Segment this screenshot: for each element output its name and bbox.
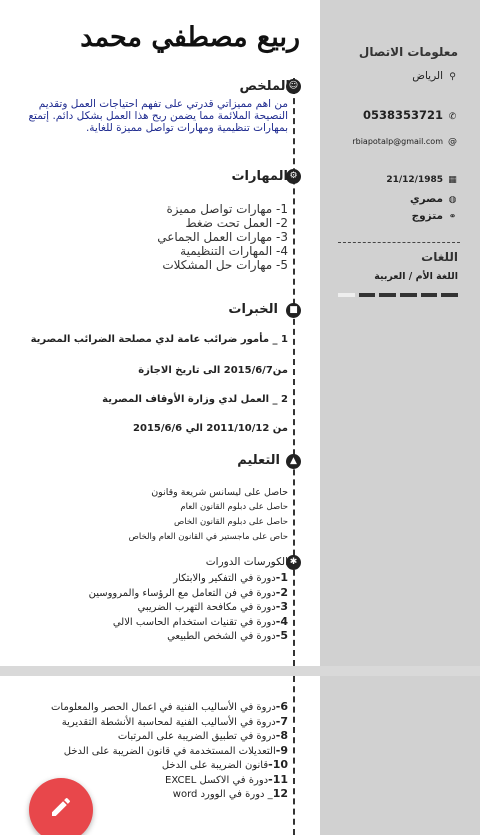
education-list bbox=[129, 485, 288, 545]
course-item: 4-دورة في تقنيات استخدام الحاسب الالي bbox=[112, 614, 288, 628]
education-item: حاصل على ليسانس شريعة وقانون bbox=[151, 487, 288, 498]
level-segment bbox=[421, 293, 438, 297]
skill-item: 3- مهارات العمل الجماعي bbox=[157, 230, 288, 244]
language-level-bar bbox=[338, 293, 458, 297]
skills-title: المهارات bbox=[231, 169, 288, 184]
experience-item: 1 _ مأمور ضرائب عامة لدي مصلحة الضرائب المصرية bbox=[30, 334, 288, 345]
calendar-icon: ▦ bbox=[448, 175, 457, 185]
level-segment bbox=[379, 293, 396, 297]
nationality-row: ◍مصري bbox=[409, 193, 457, 205]
course-item: 11-دورة في الاكسل EXCEL bbox=[165, 772, 288, 786]
course-item: 12_ دورة في الوورد word bbox=[172, 787, 288, 800]
contact-title: معلومات الاتصال bbox=[358, 45, 458, 59]
level-segment bbox=[338, 293, 355, 297]
rings-icon: ⚭ bbox=[448, 212, 457, 222]
candidate-name: ربيع مصطفي محمد bbox=[80, 22, 300, 53]
summary-title: الملخص bbox=[239, 79, 290, 94]
education-item: حاصل على دبلوم القانون الخاص bbox=[173, 517, 288, 527]
level-segment bbox=[441, 293, 458, 297]
experience-date: من2015/6/7 الى تاريخ الاجازة bbox=[138, 365, 288, 376]
course-item: 10-قانون الضريبة على الدخل bbox=[161, 758, 288, 771]
timeline-line bbox=[293, 676, 295, 835]
email-row: @rbiapotalp@gmail.com bbox=[352, 137, 457, 147]
experience-item: 2 _ العمل لدي وزارة الأوقاف المصرية bbox=[102, 394, 288, 405]
level-segment bbox=[359, 293, 376, 297]
globe-icon: ◍ bbox=[448, 195, 457, 205]
course-item: 8-دروة في تطبيق الضريبة على المرتبات bbox=[117, 729, 288, 742]
education-item: حاص على ماجستير في القانون العام والخاص bbox=[128, 532, 288, 542]
courses-list bbox=[89, 571, 288, 644]
location-icon: ⚲ bbox=[449, 72, 456, 82]
summary-icon: ☺ bbox=[286, 79, 301, 94]
briefcase-icon: ■ bbox=[286, 303, 301, 318]
sidebar-divider bbox=[338, 242, 460, 243]
languages-title: اللغات bbox=[421, 250, 458, 264]
course-item: 2-دورة في فن التعامل مع الرؤساء والمرووسين bbox=[88, 585, 288, 599]
marital-row: ⚭متزوج bbox=[411, 210, 457, 222]
edit-button[interactable] bbox=[29, 778, 93, 835]
pencil-icon bbox=[49, 795, 73, 819]
course-item: 5-دورة في الشخص الطبيعي bbox=[167, 629, 288, 642]
courses-title: الكورسات الدورات bbox=[205, 556, 288, 568]
skill-item: 5- مهارات حل المشكلات bbox=[162, 258, 288, 272]
education-title: التعليم bbox=[237, 453, 280, 468]
courses-list-continued bbox=[51, 700, 288, 802]
course-item: 1-دورة في التفكير والابتكار bbox=[173, 571, 288, 584]
sidebar bbox=[320, 0, 480, 666]
summary-text: من اهم مميزاتي قدرتي على تفهم احتياجات العمل وتقديم النصيحة الملائمة مما يضمن ربح هذا العمل بشكل دائم. إتمتع بمهارات تنظيمية ومهارات تواصل مميزة للغاية. bbox=[28, 98, 288, 134]
level-segment bbox=[400, 293, 417, 297]
experience-title: الخبرات bbox=[228, 302, 278, 317]
language-value: اللغة الأم / العربية bbox=[374, 271, 458, 282]
course-item: 9-التعديلات المستخدمة في قانون الضريبة على الدخل bbox=[63, 743, 288, 757]
skill-item: 1- مهارات تواصل مميزة bbox=[166, 202, 288, 216]
birthdate-row: ▦21/12/1985 bbox=[386, 175, 457, 185]
course-item: 7-دروة في الأساليب الفنية لمحاسبة الأنشطة التقديرية bbox=[61, 714, 288, 728]
skills-list bbox=[157, 202, 288, 272]
phone-row: ✆0538353721 bbox=[362, 108, 457, 122]
graduation-icon: ▲ bbox=[286, 454, 301, 469]
phone-icon: ✆ bbox=[448, 112, 457, 122]
experience-date: من 2011/10/12 الي 2015/6/6 bbox=[133, 423, 288, 434]
city-row: ⚲الرياض bbox=[412, 70, 458, 82]
course-icon: ✱ bbox=[286, 555, 301, 570]
course-item: 3-دورة في مكافحة التهرب الضريبي bbox=[137, 600, 288, 613]
at-icon: @ bbox=[448, 137, 457, 147]
timeline-line bbox=[293, 78, 295, 666]
skills-icon: ⚙ bbox=[286, 169, 301, 184]
sidebar-2 bbox=[320, 676, 480, 835]
skill-item: 4- المهارات التنظيمية bbox=[180, 244, 288, 258]
education-item: حاصل على دبلوم القانون العام bbox=[180, 502, 288, 512]
course-item: 6-دروة في الأساليب الفنية في اعمال الحصر والمعلومات bbox=[51, 700, 288, 713]
skill-item: 2- العمل تحت ضغط bbox=[185, 216, 288, 230]
